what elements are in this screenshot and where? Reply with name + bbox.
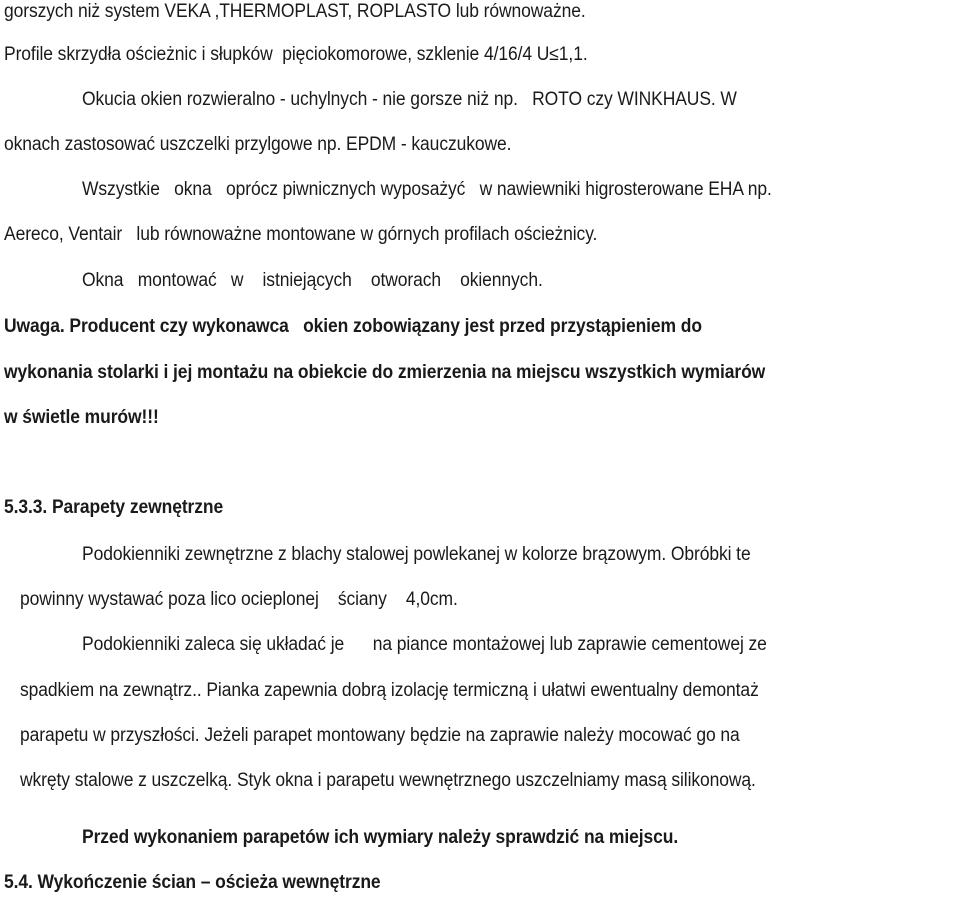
- section-heading: 5.4. Wykończenie ścian – ościeża wewnętrzne: [4, 872, 381, 893]
- text-line: Aereco, Ventair lub równoważne montowane w górnych profilach ościeżnicy.: [4, 224, 598, 245]
- text-line: gorszych niż system VEKA ,THERMOPLAST, ROPLASTO lub równoważne.: [4, 1, 586, 22]
- text-line: powinny wystawać poza lico ocieplonej ściany 4,0cm.: [20, 589, 458, 610]
- text-line: Wszystkie okna oprócz piwnicznych wyposażyć w nawiewniki higrosterowane EHA np.: [82, 179, 772, 200]
- text-line: Okucia okien rozwieralno - uchylnych - nie gorsze niż np. ROTO czy WINKHAUS. W: [82, 89, 737, 110]
- warning-line: Uwaga. Producent czy wykonawca okien zobowiązany jest przed przystąpieniem do: [4, 316, 702, 337]
- warning-line: wykonania stolarki i jej montażu na obiekcie do zmierzenia na miejscu wszystkich wymiarów: [4, 362, 766, 383]
- text-line: Profile skrzydła ościeżnic i słupków pięciokomorowe, szklenie 4/16/4 U≤1,1.: [4, 44, 588, 65]
- text-line: parapetu w przyszłości. Jeżeli parapet montowany będzie na zaprawie należy mocować go na: [20, 725, 740, 746]
- text-line: Okna montować w istniejących otworach okiennych.: [82, 270, 543, 291]
- text-line: spadkiem na zewnątrz.. Pianka zapewnia dobrą izolację termiczną i ułatwi ewentualny demontaż: [20, 680, 759, 701]
- text-line: Podokienniki zewnętrzne z blachy stalowej powlekanej w kolorze brązowym. Obróbki te: [82, 544, 751, 565]
- text-line: Podokienniki zaleca się układać je na piance montażowej lub zaprawie cementowej ze: [82, 634, 767, 655]
- text-line: wkręty stalowe z uszczelką. Styk okna i parapetu wewnętrznego uszczelniamy masą silikonową.: [20, 770, 756, 791]
- parapety-note: Przed wykonaniem parapetów ich wymiary należy sprawdzić na miejscu.: [82, 827, 679, 848]
- text-line: oknach zastosować uszczelki przylgowe np. EPDM - kauczukowe.: [4, 134, 512, 155]
- warning-line: w świetle murów!!!: [4, 407, 159, 428]
- section-heading: 5.3.3. Parapety zewnętrzne: [4, 497, 224, 518]
